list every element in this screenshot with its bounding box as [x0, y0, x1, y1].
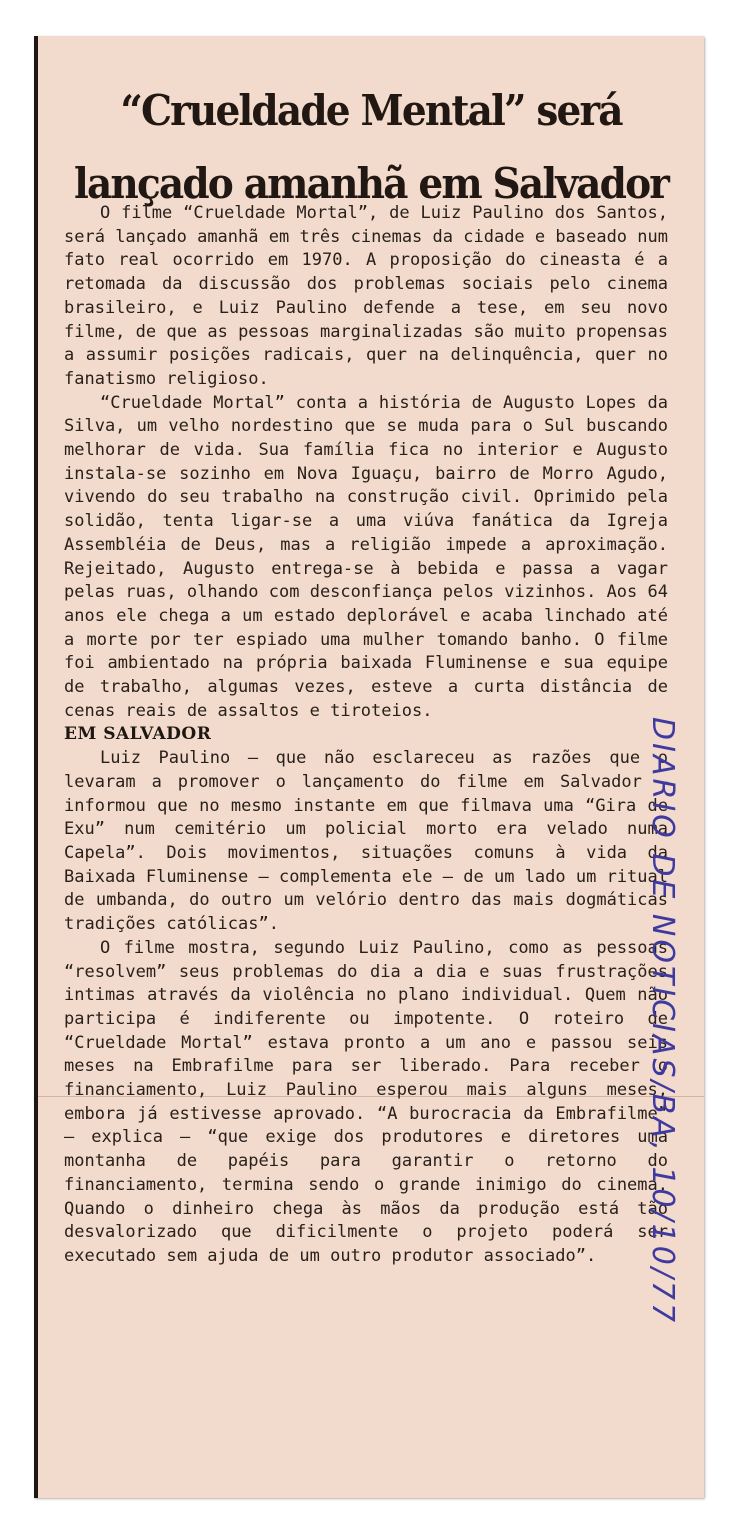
section-subheading: EM SALVADOR	[64, 724, 212, 745]
handwritten-source-note: DIARIO DE NOTICIAS/BA, 10/10/77	[645, 717, 680, 1326]
article-headline	[67, 74, 675, 220]
newspaper-clipping	[34, 36, 704, 1498]
headline-line-1: “Crueldade Mental” será	[120, 86, 622, 135]
article-body	[64, 202, 668, 1269]
paragraph-2: “Crueldade Mortal” conta a história de Augusto Lopes da Silva, um velho nordestino que se muda para o Sul buscando melhorar de vida. Sua família fica no interior e Augusto instala-se sozinho em Nova Iguaçu, bairro de Morro Agudo, vivendo do seu trabalho na construção civil. Oprimido pela solidão, tenta ligar-se a uma viúva fanática da Igreja Assembléia de Deus, mas a religião impede a aproximação. Rejeitado, Augusto entrega-se à bebida e passa a vagar pelas ruas, olhando com desconfiança pelos vizinhos. Aos 64 anos ele chega a um estado deplorável e acaba linchado até a morte por ter espiado uma mulher tomando banho. O filme foi ambientado na própria baixada Fluminense e sua equipe de trabalho, algumas vezes, esteve a curta distância de cenas reais de assaltos e tiroteios.	[64, 392, 668, 721]
paragraph-4: O filme mostra, segundo Luiz Paulino, como as pessoas “resolvem” seus problemas do dia a dia e suas frustrações intimas através da violência no plano individual. Quem não participa é indiferente ou impotente. O roteiro de “Crueldade Mortal” estava pronto a um ano e passou seis meses na Embrafilme para ser liberado. Para receber o financiamento, Luiz Paulino esperou mais alguns meses, embora já estivesse aprovado. “A burocracia da Embrafilme” — explica — “que exige dos produtores e diretores uma montanha de papéis para garantir o retorno do financiamento, termina sendo o grande inimigo do cinema. Quando o dinheiro chega às mãos da produção está tão desvalorizado que dificilmente o projeto poderá ser executado sem ajuda de um outro produtor associado”.	[64, 937, 668, 1266]
paragraph-3: Luiz Paulino — que não esclareceu as razões que o levaram a promover o lançamento do filme em Salvador — informou que no mesmo instante em que filmava uma “Gira de Exu” num cemitério um policial morto era velado numa Capela”. Dois movimentos, situações comuns à vida da Baixada Fluminense — complementa ele — de um lado um ritual de umbanda, do outro um velório dentro das mais dogmáticas tradições católicas”.	[64, 748, 668, 935]
headline-line-2: lançado amanhã em Salvador	[74, 159, 668, 208]
paragraph-1: O filme “Crueldade Mortal”, de Luiz Paulino dos Santos, será lançado amanhã em três cinemas da cidade e baseado num fato real ocorrido em 1970. A proposição do cineasta é a retomada da discussão dos problemas sociais pelo cinema brasileiro, e Luiz Paulino defende a tese, em seu novo filme, de que as pessoas marginalizadas são muito propensas a assumir posições radicais, quer na delinquência, quer no fanatismo religioso.	[64, 203, 668, 389]
